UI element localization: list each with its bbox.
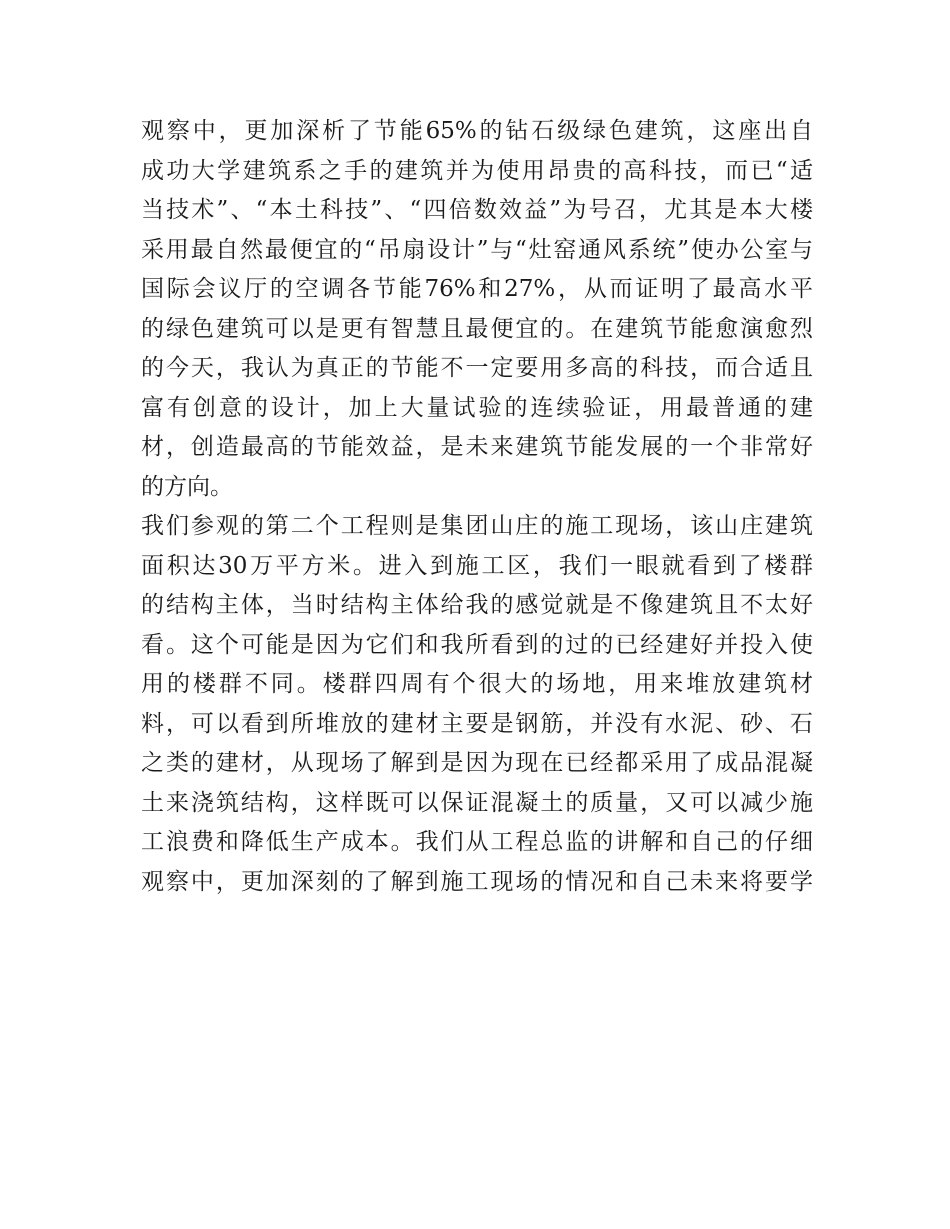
text-line: 工浪费和降低生产成本。我们从工程总监的讲解和自己的仔细 bbox=[141, 829, 813, 855]
text-line: 当技术”、“本土科技”、“四倍数效益”为号召，尤其是本大楼 bbox=[141, 197, 813, 223]
text-line: 用的楼群不同。楼群四周有个很大的场地，用来堆放建筑材 bbox=[141, 671, 813, 697]
text-line: 国际会议厅的空调各节能76%和27%，从而证明了最高水平 bbox=[141, 276, 813, 302]
text-line: 料，可以看到所堆放的建材主要是钢筋，并没有水泥、砂、石 bbox=[141, 710, 813, 737]
text-line: 土来浇筑结构，这样既可以保证混凝土的质量，又可以减少施 bbox=[141, 789, 813, 816]
text-line: 的结构主体，当时结构主体给我的感觉就是不像建筑且不太好 bbox=[141, 592, 813, 618]
text-line: 富有创意的设计，加上大量试验的连续验证，用最普通的建 bbox=[141, 394, 813, 421]
text-line: 采用最自然最便宜的“吊扇设计”与“灶窑通风系统”使办公室与 bbox=[141, 236, 813, 263]
text-line: 之类的建材，从现场了解到是因为现在已经都采用了成品混凝 bbox=[141, 750, 813, 776]
text-line: 我们参观的第二个工程则是集团山庄的施工现场，该山庄建筑 bbox=[141, 513, 813, 539]
text-line: 成功大学建筑系之手的建筑并为使用昂贵的高科技，而已“适 bbox=[141, 157, 813, 184]
text-line: 观察中，更加深析了节能65%的钻石级绿色建筑，这座出自 bbox=[141, 118, 813, 144]
text-line: 观察中，更加深刻的了解到施工现场的情况和自己未来将要学 bbox=[141, 868, 813, 895]
text-line: 材，创造最高的节能效益，是未来建筑节能发展的一个非常好 bbox=[141, 434, 813, 460]
text-line: 看。这个可能是因为它们和我所看到的过的已经建好并投入使 bbox=[141, 631, 813, 658]
text-line: 的今天，我认为真正的节能不一定要用多高的科技，而合适且 bbox=[141, 355, 813, 381]
text-line: 的方向。 bbox=[141, 473, 233, 500]
paragraph-1 bbox=[141, 112, 813, 507]
text-line: 面积达30万平方米。进入到施工区，我们一眼就看到了楼群 bbox=[141, 552, 813, 579]
paragraph-2 bbox=[141, 507, 813, 902]
body-text bbox=[141, 112, 813, 902]
text-line: 的绿色建筑可以是更有智慧且最便宜的。在建筑节能愈演愈烈 bbox=[141, 315, 813, 342]
